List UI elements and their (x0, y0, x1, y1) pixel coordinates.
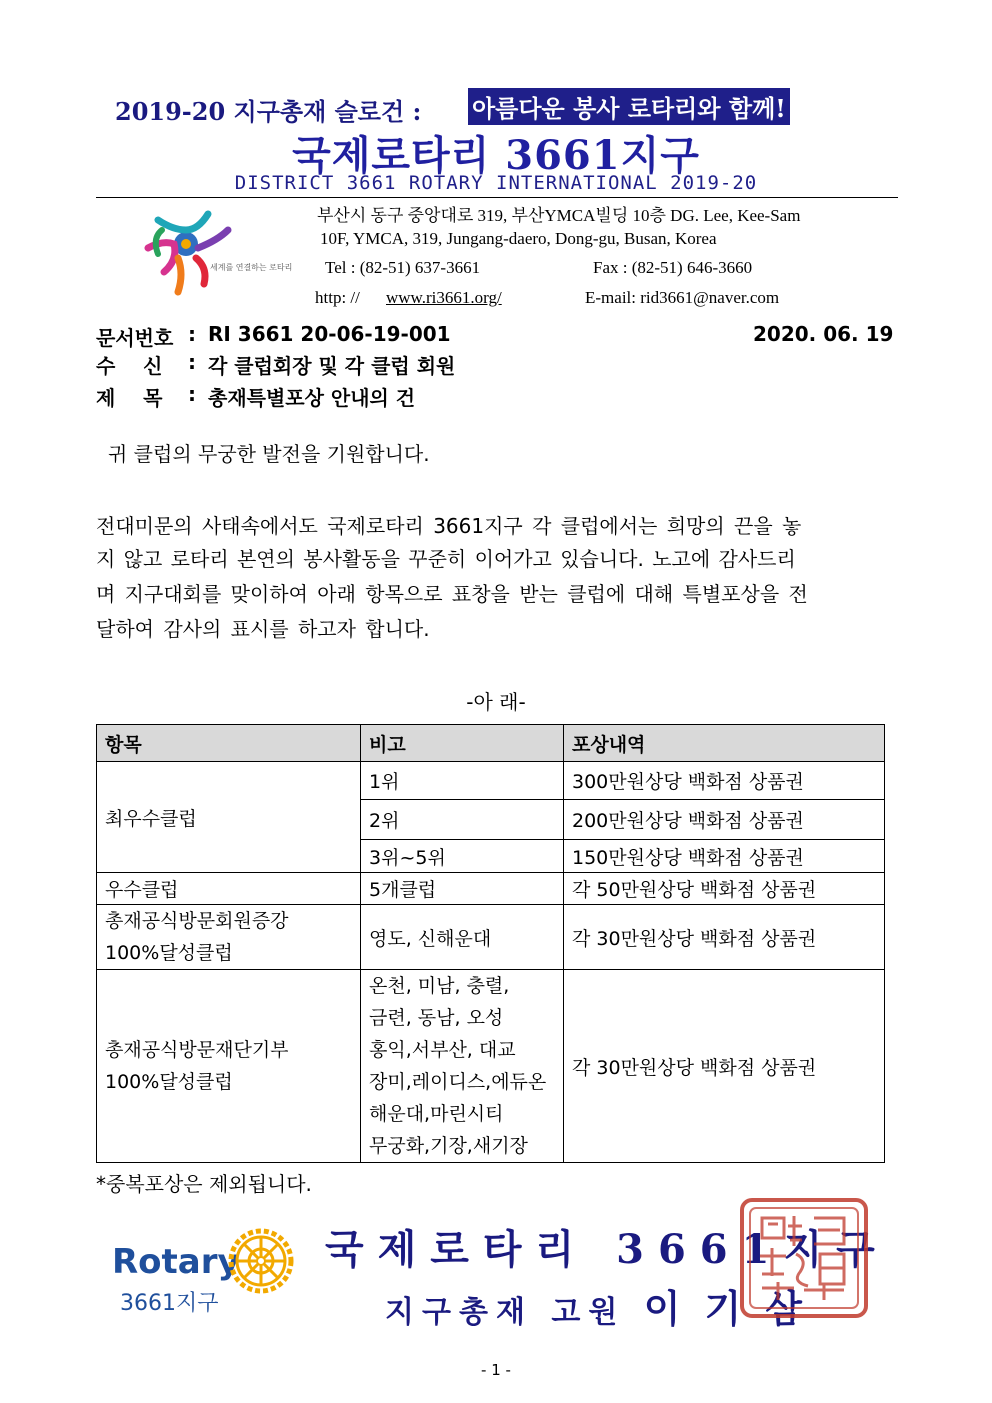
cell-line: 온천, 미남, 충렬, (369, 975, 510, 997)
subject-value: 총재특별포상 안내의 건 (208, 386, 416, 410)
slogan-text: 아름다운 봉사 로타리와 함께! (468, 88, 790, 125)
rotary-wheel-icon (228, 1228, 294, 1294)
header-note: 비고 (361, 725, 564, 762)
address-ko: 부산시 동구 중앙대로 319, 부산YMCA빌딩 10층 DG. Lee, Kee-Sam (317, 206, 801, 225)
table-row (97, 905, 885, 970)
page-number: - 1 - (481, 1361, 511, 1379)
signature-title: 지구총재 고원 (385, 1295, 626, 1330)
document-date: 2020. 06. 19 (753, 322, 894, 346)
footer-org-name: 국제로타리 3661지구 (325, 1226, 889, 1273)
recipient-value: 각 클럽회장 및 각 클럽 회원 (208, 354, 456, 378)
cell-line: 해운대,마린시티 (369, 1103, 504, 1125)
table-row (97, 762, 885, 800)
rotary-wordmark: Rotary (112, 1242, 240, 1282)
header-award: 포상내역 (564, 725, 885, 762)
cell-note: 5개클럽 (361, 873, 564, 905)
cell-note: 3위~5위 (361, 840, 564, 873)
org-title: 국제로타리 3661지구 (292, 132, 700, 179)
footnote: *중복포상은 제외됩니다. (96, 1172, 312, 1196)
section-heading: -아 래- (466, 690, 526, 714)
official-seal-stamp (738, 1196, 870, 1320)
docno-label: 문서번호 (96, 326, 174, 350)
org-subtitle: DISTRICT 3661 ROTARY INTERNATIONAL 2019-20 (234, 172, 758, 194)
recipient-colon: : (188, 350, 196, 374)
cell-note: 1위 (361, 762, 564, 800)
cell-line: 금련, 동남, 오성 (369, 1007, 504, 1029)
cell-award: 각 50만원상당 백화점 상품권 (564, 873, 885, 905)
signature-name: 이기삼 (643, 1286, 826, 1331)
telephone: Tel : (82-51) 637-3661 (325, 258, 481, 277)
paragraph-line: 달하여 감사의 표시를 하고자 합니다. (96, 617, 430, 641)
cell-line: 100%달성클럽 (105, 1071, 233, 1093)
cell-note: 2위 (361, 800, 564, 840)
header-item: 항목 (97, 725, 361, 762)
website-link[interactable]: www.ri3661.org/ (386, 288, 502, 307)
cell-line: 100%달성클럽 (105, 942, 233, 964)
district-logo (138, 200, 293, 302)
table-row (97, 970, 885, 1163)
slogan-label: 2019-20 지구총재 슬로건 : (115, 97, 422, 126)
docno-value: RI 3661 20-06-19-001 (208, 322, 451, 346)
cell-note (361, 970, 564, 1163)
cell-line: 총재공식방문회원증강 (105, 910, 289, 932)
website-prefix: http: // (315, 288, 360, 307)
paragraph-line: 지 않고 로타리 본연의 봉사활동을 꾸준히 이어가고 있습니다. 노고에 감사드리 (96, 547, 796, 571)
cell-award: 200만원상당 백화점 상품권 (564, 800, 885, 840)
fax: Fax : (82-51) 646-3660 (593, 258, 753, 277)
paragraph-line: 전대미문의 사태속에서도 국제로타리 3661지구 각 클럽에서는 희망의 끈을 놓 (96, 514, 802, 538)
paragraph-line: 며 지구대회를 맞이하여 아래 항목으로 표창을 받는 클럽에 대해 특별포상을 전 (96, 582, 808, 606)
district-wordmark: 3661지구 (120, 1291, 219, 1316)
cell-note: 영도, 신해운대 (361, 905, 564, 970)
cell-line: 홍익,서부산, 대교 (369, 1039, 516, 1061)
cell-line: 총재공식방문재단기부 (105, 1039, 289, 1061)
award-table (96, 724, 885, 1163)
cell-line: 무궁화,기장,새기장 (369, 1135, 528, 1157)
subject-colon: : (188, 382, 196, 406)
subject-label: 제 목 (96, 386, 163, 410)
logo-caption: 세계를 연결하는 로타리 (210, 263, 293, 272)
cell-award: 각 30만원상당 백화점 상품권 (564, 905, 885, 970)
recipient-label: 수 신 (96, 354, 163, 378)
cell-item: 우수클럽 (97, 873, 361, 905)
greeting: 귀 클럽의 무궁한 발전을 기원합니다. (108, 442, 430, 466)
email: E-mail: rid3661@naver.com (585, 288, 780, 307)
cell-item (97, 905, 361, 970)
cell-award: 150만원상당 백화점 상품권 (564, 840, 885, 873)
cell-item (97, 970, 361, 1163)
docno-colon: : (188, 322, 196, 346)
cell-line: 장미,레이디스,에듀온 (369, 1071, 547, 1093)
table-header-row (97, 725, 885, 762)
address-en: 10F, YMCA, 319, Jungang-daero, Dong-gu, Busan, Korea (320, 229, 717, 248)
logo-graphic (148, 214, 228, 292)
cell-best-club: 최우수클럽 (97, 762, 361, 873)
header-divider (96, 197, 898, 198)
cell-award: 각 30만원상당 백화점 상품권 (564, 970, 885, 1163)
table-row (97, 873, 885, 905)
cell-award: 300만원상당 백화점 상품권 (564, 762, 885, 800)
